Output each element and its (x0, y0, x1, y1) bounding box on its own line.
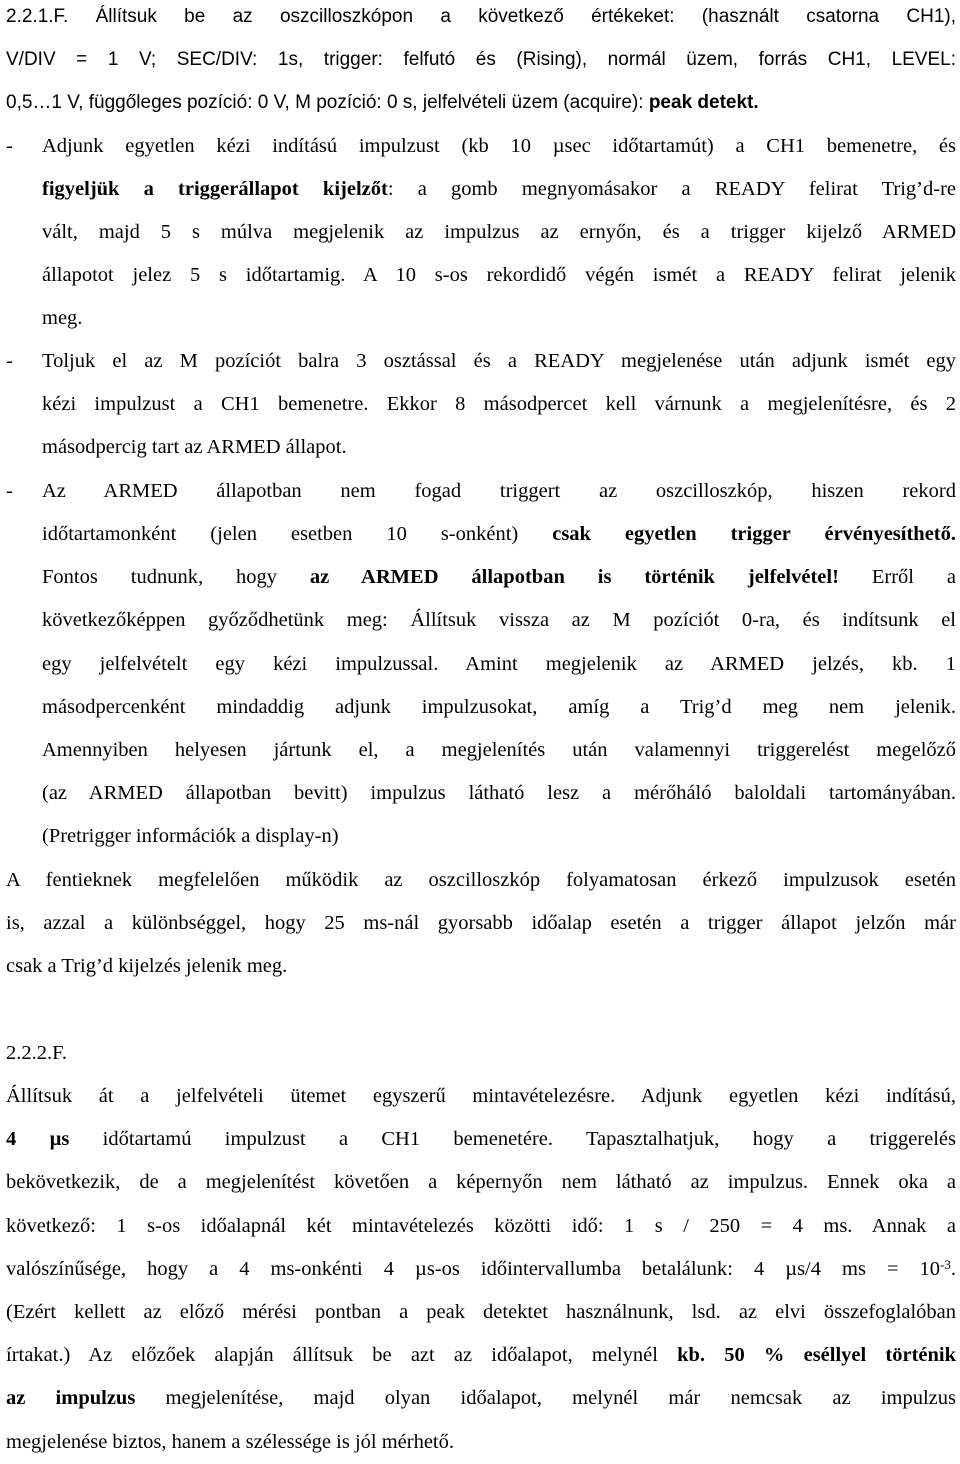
paragraph-line: 0,5…1 V, függőleges pozíció: 0 V, M pozíció: 0 s, jelfelvételi üzem (acquire): peak detekt. (6, 92, 759, 113)
paragraph-line: (Ezért kellett az előző mérési pontban a peak detektet használnunk, lsd. az elvi összefoglalóban (6, 1301, 956, 1323)
paragraph-line: Toljuk el az M pozíciót balra 3 osztással és a READY megjelenése után adjunk ismét egy (42, 350, 956, 372)
paragraph-line: is, azzal a különbséggel, hogy 25 ms-nál gyorsabb időalap esetén a trigger állapot jelzőn már (6, 912, 956, 934)
paragraph-line: Adjunk egyetlen kézi indítású impulzust (kb 10 µsec időtartamút) a CH1 bemenetre, és (42, 135, 956, 157)
paragraph-line: írtakat.) Az előzőek alapján állítsuk be azt az időalapot, melynél kb. 50 % eséllyel történik (6, 1344, 957, 1366)
bullet-dash: - (6, 135, 13, 157)
section-heading: 2.2.1.F. (6, 6, 69, 27)
bullet-dash: - (6, 480, 13, 502)
bold-text: figyeljük a triggerállapot kijelzőt (42, 178, 388, 200)
paragraph-line: megjelenése biztos, hanem a szélessége is jól mérhető. (6, 1431, 454, 1453)
paragraph-line: bekövetkezik, de a megjelenítést követően a képernyőn nem látható az impulzus. Ennek oka a (6, 1171, 956, 1193)
paragraph-line: valószínűsége, hogy a 4 ms-onkénti 4 µs-os időintervallumba betalálunk: 4 µs/4 ms = $10^{-3}$. (6, 1257, 956, 1280)
paragraph-line: meg. (42, 307, 83, 329)
paragraph-line: egy jelfelvételt egy kézi impulzussal. Amint megjelenik az ARMED jelzés, kb. 1 (42, 653, 956, 675)
paragraph-line: másodpercig tart az ARMED állapot. (42, 436, 347, 458)
bullet-dash: - (6, 350, 13, 372)
paragraph-line: következő: 1 s-os időalapnál két mintavételezés közötti idő: 1 s / 250 = 4 ms. Annak a (6, 1215, 956, 1237)
bold-text: kb. 50 % eséllyel történik (677, 1344, 957, 1366)
paragraph-line: Fontos tudnunk, hogy az ARMED állapotban is történik jelfelvétel! Erről a (42, 566, 956, 588)
paragraph-line: kézi impulzust a CH1 bemenetre. Ekkor 8 másodpercet kell várnunk a megjelenítésre, és 2 (42, 393, 956, 415)
paragraph-line: (Pretrigger információk a display-n) (42, 825, 339, 847)
superscript: -3 (940, 1257, 951, 1272)
bold-text: csak egyetlen trigger érvényesíthető. (552, 523, 956, 545)
paragraph-line: csak a Trig’d kijelzés jelenik meg. (6, 955, 288, 977)
paragraph-line: állapotot jelez 5 s időtartamig. A 10 s-os rekordidő végén ismét a READY felirat jelenik (42, 264, 956, 286)
paragraph-line: Az ARMED állapotban nem fogad triggert az oszcilloszkóp, hiszen rekord (42, 480, 956, 502)
bold-text: az ARMED állapotban is történik jelfelvétel! (309, 566, 839, 588)
paragraph-line: V/DIV = 1 V; SEC/DIV: 1s, trigger: felfutó és (Rising), normál üzem, forrás CH1, LEVEL: (6, 49, 956, 70)
paragraph-line: A fentieknek megfelelően működik az oszcilloszkóp folyamatosan érkező impulzusok esetén (6, 869, 956, 891)
paragraph-line: (az ARMED állapotban bevitt) impulzus látható lesz a mérőháló baloldali tartományában. (42, 782, 956, 804)
paragraph-line: időtartamonként (jelen esetben 10 s-onként) csak egyetlen trigger érvényesíthető. (42, 523, 956, 545)
paragraph-line: másodpercenként mindaddig adjunk impulzusokat, amíg a Trig’d meg nem jelenik. (42, 696, 956, 718)
bold-text: az impulzus (6, 1387, 136, 1409)
paragraph-line: vált, majd 5 s múlva megjelenik az impulzus az ernyőn, és a trigger kijelző ARMED (42, 221, 956, 243)
paragraph-line: Állítsuk át a jelfelvételi ütemet egyszerű mintavételezésre. Adjunk egyetlen kézi indítású, (6, 1085, 956, 1107)
section-heading: 2.2.2.F. (6, 1042, 68, 1064)
paragraph-line: 2.2.1.F. Állítsuk be az oszcilloszkópon a következő értékeket: (használt csatorna CH1), (6, 6, 956, 27)
bold-text: peak detekt. (648, 92, 759, 113)
paragraph-line: figyeljük a triggerállapot kijelzőt: a gomb megnyomásakor a READY felirat Trig’d-re (42, 178, 956, 200)
paragraph-line: 4 µs időtartamú impulzust a CH1 bemenetére. Tapasztalhatjuk, hogy a triggerelés (6, 1128, 956, 1150)
paragraph-line: Amennyiben helyesen jártunk el, a megjelenítés után valamennyi triggerelést megelőző (42, 739, 956, 761)
bold-text: 4 µs (6, 1128, 70, 1150)
paragraph-line: következőképpen győződhetünk meg: Állítsuk vissza az M pozíciót 0-ra, és indítsunk el (42, 609, 956, 631)
paragraph-line: az impulzus megjelenítése, majd olyan időalapot, melynél már nemcsak az impulzus (6, 1387, 956, 1409)
